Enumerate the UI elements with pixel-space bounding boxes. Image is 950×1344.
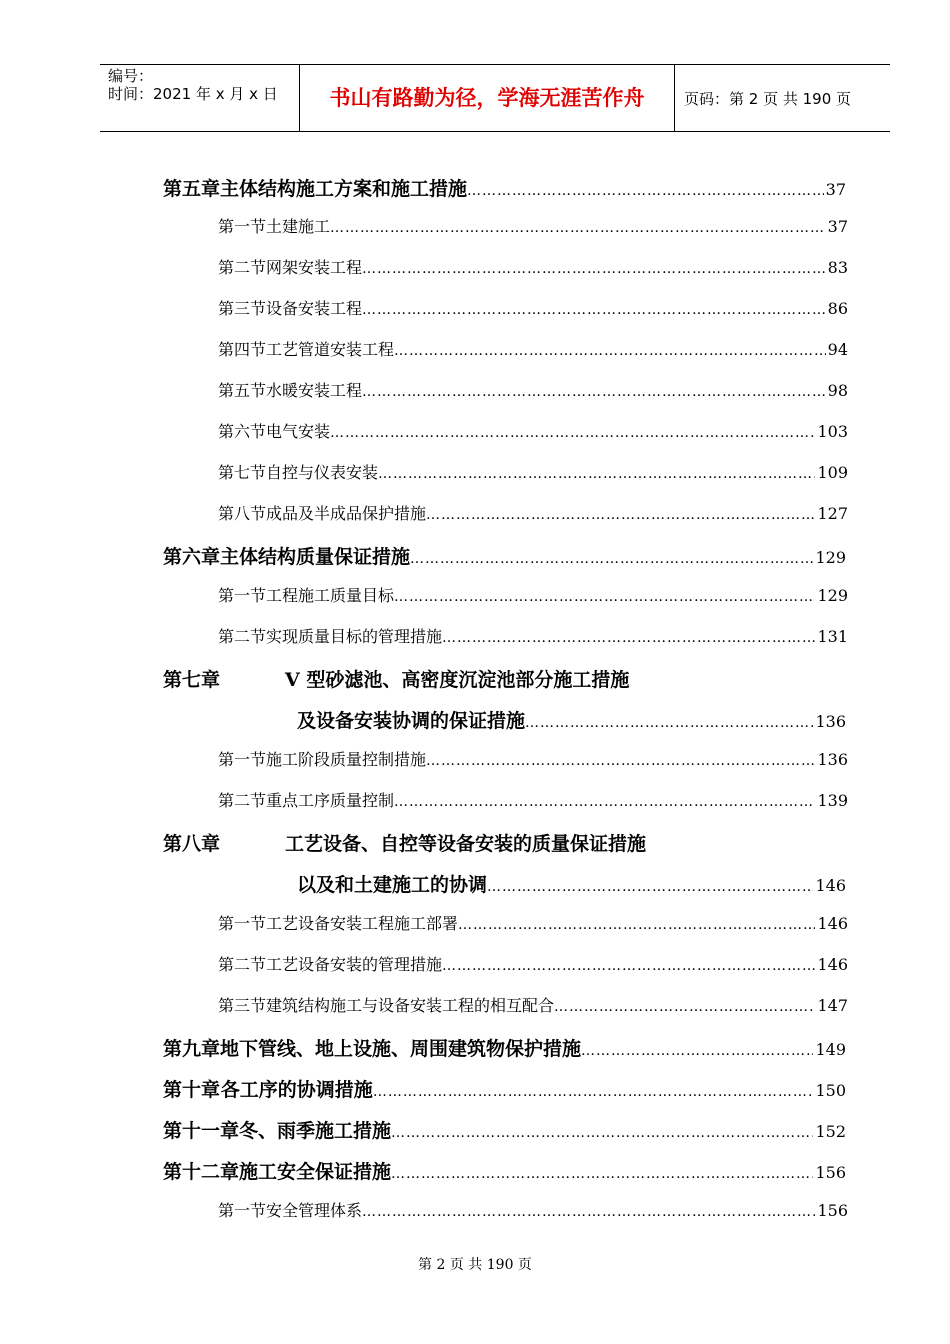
toc-chapter-entry[interactable]	[163, 665, 846, 692]
toc-entry-page: 94	[827, 340, 848, 359]
toc-chapter-entry[interactable]	[297, 870, 846, 897]
toc-chapter-entry[interactable]	[163, 1034, 846, 1061]
toc-section-entry[interactable]	[218, 747, 848, 770]
toc-section-entry[interactable]	[218, 911, 848, 934]
toc-section-entry[interactable]	[218, 214, 848, 237]
toc-chapter-entry[interactable]	[163, 542, 846, 569]
header-meta	[100, 65, 300, 131]
toc-dot-leader	[330, 220, 826, 236]
toc-entry-number: 第五章	[163, 178, 221, 200]
toc-entry-number: 第九章	[163, 1038, 221, 1060]
toc-section-entry[interactable]	[218, 460, 848, 483]
toc-entry-title: 成品及半成品保护措施	[266, 504, 427, 523]
header-motto: 书山有路勤为径，学海无涯苦作舟	[300, 65, 675, 131]
toc-entry-page: 129	[817, 586, 848, 605]
toc-entry-page: 131	[817, 627, 848, 646]
toc-entry-page: 139	[817, 791, 848, 810]
code-label: 编号：	[108, 67, 154, 85]
toc-dot-leader	[391, 1125, 813, 1141]
toc-entry-number: 第一节	[218, 750, 267, 769]
toc-entry-number: 第五节	[218, 381, 267, 400]
toc-section-entry[interactable]	[218, 583, 848, 606]
toc-entry-title: 安全管理体系	[266, 1201, 363, 1220]
toc-entry-page: 103	[817, 422, 848, 441]
header-page-info: 页码：第 2 页 共 190 页	[684, 90, 852, 108]
toc-entry-page: 109	[817, 463, 848, 482]
toc-entry-number: 第六节	[218, 422, 267, 441]
toc-entry-number: 第十章	[163, 1079, 221, 1101]
toc-entry-page: 127	[817, 504, 848, 523]
toc-entry-page: 136	[815, 712, 846, 731]
toc-entry-page: 86	[827, 299, 848, 318]
toc-entry-title: 地下管线、地上设施、周围建筑物保护措施	[220, 1038, 582, 1060]
toc-entry-page: 156	[817, 1201, 848, 1220]
toc-dot-leader	[394, 794, 815, 810]
toc-dot-leader	[442, 630, 815, 646]
toc-entry-page: 149	[815, 1040, 846, 1059]
toc-entry-number: 第十二章	[163, 1161, 240, 1183]
toc-entry-title: 施工阶段质量控制措施	[266, 750, 427, 769]
toc-entry-title: 土建施工	[266, 217, 331, 236]
toc-entry-number: 第一节	[218, 586, 267, 605]
toc-entry-number: 第七节	[218, 463, 267, 482]
toc-entry-number: 第十一章	[163, 1120, 240, 1142]
toc-entry-page: 98	[827, 381, 848, 400]
toc-entry-page: 156	[815, 1163, 846, 1182]
toc-dot-leader	[362, 302, 826, 318]
toc-dot-leader	[394, 589, 815, 605]
toc-dot-leader	[458, 917, 815, 933]
page-footer: 第 2 页 共 190 页	[418, 1257, 532, 1273]
toc-dot-leader	[581, 1043, 813, 1059]
toc-chapter-entry[interactable]	[163, 1157, 846, 1184]
toc-entry-number: 第一节	[218, 217, 267, 236]
toc-entry-page: 136	[817, 750, 848, 769]
toc-entry-title: 设备安装工程	[266, 299, 363, 318]
toc-dot-leader	[426, 753, 815, 769]
toc-entry-title: 冬、雨季施工措施	[239, 1120, 392, 1142]
toc-dot-leader	[362, 384, 826, 400]
toc-entry-number: 第二节	[218, 627, 267, 646]
toc-entry-title: 及设备安装协调的保证措施	[297, 710, 526, 732]
page-header	[100, 64, 890, 132]
toc-entry-title: 网架安装工程	[266, 258, 363, 277]
toc-entry-page: 152	[815, 1122, 846, 1141]
toc-section-entry[interactable]	[218, 296, 848, 319]
toc-entry-number: 第八章	[163, 833, 221, 855]
toc-entry-title: 工程施工质量目标	[266, 586, 395, 605]
toc-entry-number: 第二节	[218, 258, 267, 277]
toc-entry-title: 工艺管道安装工程	[266, 340, 395, 359]
toc-dot-leader	[487, 879, 813, 895]
toc-entry-number: 第四节	[218, 340, 267, 359]
toc-entry-title: 工艺设备安装工程施工部署	[266, 914, 459, 933]
toc-entry-number: 第二节	[218, 955, 267, 974]
toc-dot-leader	[426, 507, 815, 523]
toc-section-entry[interactable]	[218, 255, 848, 278]
toc-entry-number: 第三节	[218, 996, 267, 1015]
toc-section-entry[interactable]	[218, 1198, 848, 1221]
toc-section-entry[interactable]	[218, 337, 848, 360]
toc-dot-leader	[362, 1204, 815, 1220]
toc-dot-leader	[373, 1084, 814, 1100]
toc-entry-number: 第三节	[218, 299, 267, 318]
toc-entry-number: 第八节	[218, 504, 267, 523]
toc-dot-leader	[467, 183, 824, 199]
toc-dot-leader	[442, 958, 815, 974]
toc-section-entry[interactable]	[218, 788, 848, 811]
toc-section-entry[interactable]	[218, 378, 848, 401]
toc-entry-number: 第七章	[163, 669, 221, 691]
toc-entry-title: 实现质量目标的管理措施	[266, 627, 443, 646]
toc-entry-title: 水暖安装工程	[266, 381, 363, 400]
toc-entry-page: 150	[815, 1081, 846, 1100]
toc-entry-title: 主体结构质量保证措施	[220, 546, 411, 568]
toc-chapter-entry[interactable]	[163, 174, 846, 201]
toc-chapter-entry[interactable]	[163, 829, 846, 856]
toc-entry-page: 146	[817, 914, 848, 933]
toc-section-entry[interactable]	[218, 624, 848, 647]
toc-entry-page: 83	[827, 258, 848, 277]
toc-entry-title: 重点工序质量控制	[266, 791, 395, 810]
toc-dot-leader	[554, 999, 815, 1015]
toc-entry-page: 147	[817, 996, 848, 1015]
toc-dot-leader	[525, 715, 813, 731]
toc-section-entry[interactable]	[218, 952, 848, 975]
toc-entry-title: 自控与仪表安装	[266, 463, 379, 482]
toc-section-entry[interactable]	[218, 501, 848, 524]
toc-entry-page: 146	[815, 876, 846, 895]
toc-entry-title: 工艺设备安装的管理措施	[266, 955, 443, 974]
toc-section-entry[interactable]	[218, 993, 848, 1016]
toc-entry-number: 第一节	[218, 914, 267, 933]
toc-entry-title: 施工安全保证措施	[239, 1161, 392, 1183]
toc-chapter-entry[interactable]	[163, 1116, 846, 1143]
toc-chapter-entry[interactable]	[297, 706, 846, 733]
toc-entry-title: 电气安装	[266, 422, 331, 441]
toc-dot-leader	[330, 425, 815, 441]
toc-dot-leader	[410, 551, 813, 567]
toc-entry-page: 37	[827, 217, 848, 236]
toc-dot-leader	[391, 1166, 813, 1182]
toc-entry-number: 第一节	[218, 1201, 267, 1220]
toc-entry-title: 建筑结构施工与设备安装工程的相互配合	[266, 996, 555, 1015]
toc-entry-title: 工艺设备、自控等设备安装的质量保证措施	[285, 833, 647, 855]
toc-entry-page: 146	[817, 955, 848, 974]
toc-dot-leader	[394, 343, 826, 359]
toc-entry-title: 各工序的协调措施	[220, 1079, 373, 1101]
toc-entry-page: 129	[815, 548, 846, 567]
toc-entry-number: 第六章	[163, 546, 221, 568]
toc-dot-leader	[362, 261, 826, 277]
time-label: 时间：2021 年 x 月 x 日	[108, 85, 278, 103]
toc-entry-title: V 型砂滤池、高密度沉淀池部分施工措施	[285, 669, 630, 691]
toc-chapter-entry[interactable]	[163, 1075, 846, 1102]
toc-section-entry[interactable]	[218, 419, 848, 442]
toc-entry-number: 第二节	[218, 791, 267, 810]
toc-dot-leader	[378, 466, 815, 482]
toc-entry-title: 主体结构施工方案和施工措施	[220, 178, 468, 200]
toc-entry-page: 37	[825, 180, 846, 199]
toc-entry-title: 以及和土建施工的协调	[297, 874, 488, 896]
